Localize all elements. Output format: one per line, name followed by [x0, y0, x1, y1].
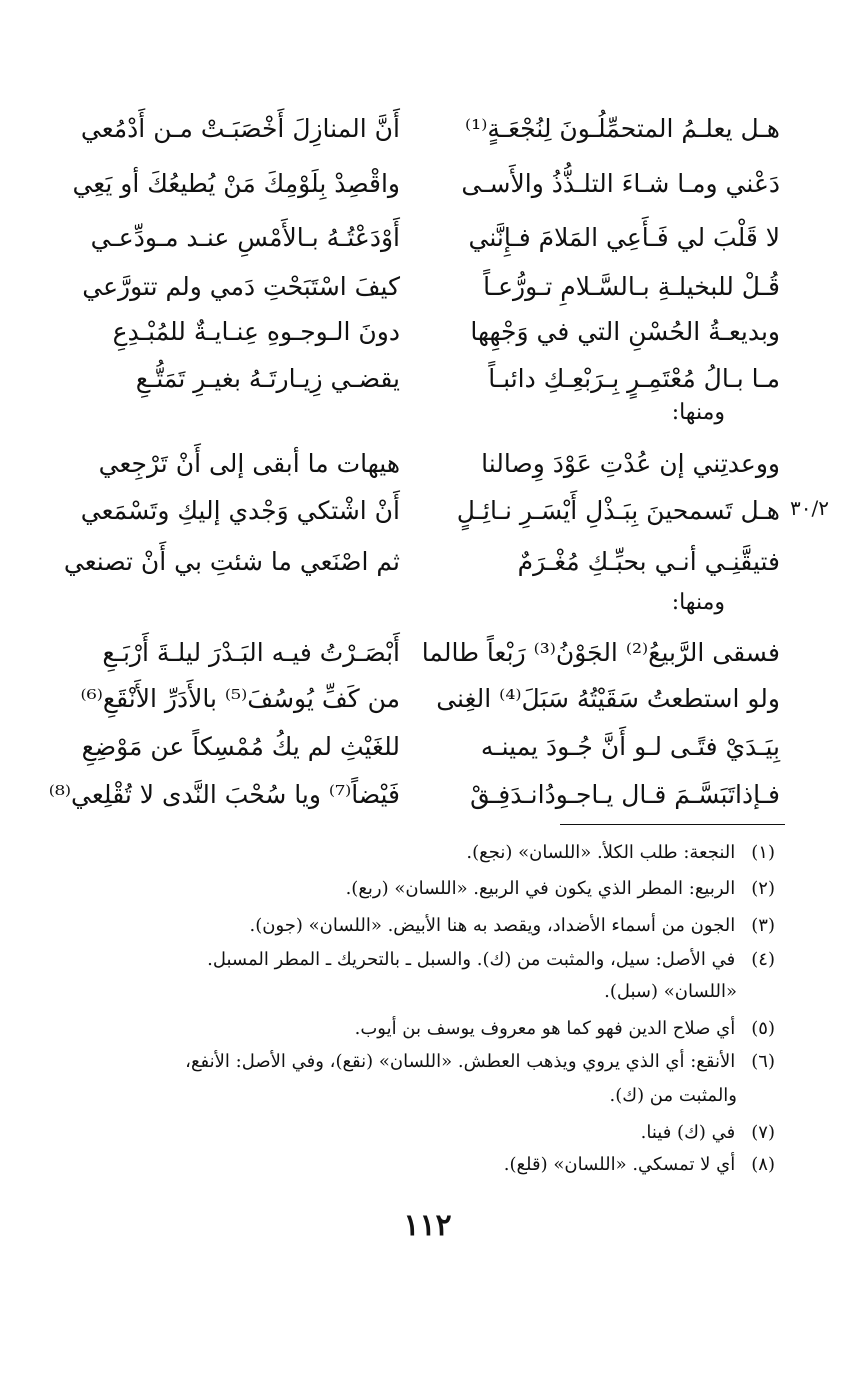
- footnote-text: الربيع: المطر الذي يكون في الربيع. «اللسان» (ربع).: [345, 878, 736, 899]
- verse-line: [60, 157, 780, 211]
- footnote-text: في الأصل: سيل، والمثبت من (ك). والسبل ـ بالتحريك ـ المطر المسبل.: [207, 949, 736, 970]
- verse-line: [48, 768, 780, 822]
- footnote-continuation: [55, 1081, 775, 1110]
- verse-first-hemistich: لا قَلْبَ لي فَـأَعِي المَلامَ فـإِنَّني: [468, 223, 780, 252]
- verse-line: [60, 211, 780, 265]
- verse-second-hemistich: أَوْدَعْتُـهُ بـالأَمْسِ عنـد مـودِّعـي: [90, 223, 400, 252]
- verse-first-hemistich: فـإذاتَبَسَّـمَ قـال يـاجـودُانـدَفِـقْ: [470, 780, 780, 809]
- footnote: [55, 874, 775, 903]
- margin-reference: ٣٠/٢: [790, 496, 829, 520]
- verse-first-hemistich: ولو استطعتُ سَقَيْتُهُ سَبَلَ⁽⁴⁾ الغِنى: [436, 684, 780, 713]
- verse-second-hemistich: أَبْصَـرْتُ فيـه البَـدْرَ ليلـةَ أَرْبَـعِ: [102, 638, 400, 667]
- verse-line: [60, 437, 780, 491]
- verse-second-hemistich: يقضـي زِيـارتَـهُ بغيـرِ تَمَتُّـعِ: [135, 364, 400, 393]
- verse-second-hemistich: فَيْضاً⁽⁷⁾ ويا سُحْبَ النَّدى لا تُقْلِعي⁽⁸⁾: [48, 780, 400, 809]
- footnote: [55, 1047, 775, 1076]
- verse-first-hemistich: فسقى الرَّبيعُ⁽²⁾ الجَوْنُ⁽³⁾ رَبْعاً طالما: [421, 638, 780, 667]
- verse-second-hemistich: واقْصِدْ بِلَوْمِكَ مَنْ يُطيعُكَ أو يَعِي: [72, 169, 400, 198]
- verse-line: [60, 102, 780, 156]
- verse-second-hemistich: هيهات ما أبقى إلى أَنْ تَرْجِعي: [98, 449, 400, 478]
- verse-line: [60, 535, 780, 589]
- footnote-continuation: [55, 977, 775, 1006]
- footnote: [55, 945, 775, 974]
- verse-second-hemistich: كيفَ اسْتَبَحْتِ دَمي ولم تتورَّعي: [82, 272, 400, 301]
- footnote-number: (٧): [751, 1122, 775, 1143]
- footnote: [55, 838, 775, 867]
- verse-second-hemistich: للغَيْثِ لم يكُ مُمْسِكاً عن مَوْضِعِ: [81, 732, 400, 761]
- verse-second-hemistich: دونَ الـوجـوهِ عِنـايـةٌ للمُبْـدِعِ: [112, 317, 400, 346]
- verse-second-hemistich: أَنْ اشْتكي وَجْدي إليكِ وتَسْمَعي: [80, 496, 400, 525]
- verse-line: [60, 305, 780, 359]
- footnote-number: (٢): [751, 878, 775, 899]
- verse-second-hemistich: من كَفِّ يُوسُفَ⁽⁵⁾ بالأَدَرِّ الأَنْقَعِ⁽⁶⁾: [80, 684, 400, 713]
- verse-first-hemistich: قُـلْ للبخيلـةِ بـالسَّـلامِ تـورُّعـاً: [483, 272, 780, 301]
- footnote-text: «اللسان» (سبل).: [604, 981, 737, 1002]
- section-label: ومنها:: [671, 400, 725, 425]
- footnote-text: الجون من أسماء الأضداد، ويقصد به هنا الأبيض. «اللسان» (جون).: [249, 915, 736, 936]
- footnote-text: والمثبت من (ك).: [609, 1085, 737, 1106]
- footnote-number: (٤): [751, 949, 775, 970]
- verse-line: [60, 672, 780, 726]
- footnote-number: (٥): [751, 1018, 775, 1039]
- footnote-text: الأنقع: أي الذي يروي ويذهب العطش. «اللسان» (نقع)، وفي الأصل: الأنفع،: [185, 1051, 736, 1072]
- verse-second-hemistich: ثم اصْنَعي ما شئتِ بي أَنْ تصنعي: [63, 547, 400, 576]
- verse-first-hemistich: بِيَـدَيْ فتًـى لـو أَنَّ جُـودَ يمينـه: [480, 732, 780, 761]
- footnote-text: النجعة: طلب الكلأ. «اللسان» (نجع).: [466, 842, 736, 863]
- footnote: [55, 911, 775, 940]
- verse-first-hemistich: هـل يعلـمُ المتحمِّلُـونَ لِنُجْعَـةٍ⁽¹⁾: [465, 114, 780, 143]
- verse-first-hemistich: فتيقَّنِـي أنـي بحبِّـكِ مُغْـرَمٌ: [517, 547, 780, 576]
- verse-line: [60, 484, 780, 538]
- page-number: ١١٢: [403, 1208, 452, 1243]
- footnote-separator: [560, 824, 785, 825]
- footnote-text: في (ك) فينا.: [640, 1122, 736, 1143]
- verse-line: [60, 352, 780, 406]
- footnote-text: أي صلاح الدين فهو كما هو معروف يوسف بن أيوب.: [354, 1018, 736, 1039]
- footnote-number: (٨): [751, 1154, 775, 1175]
- verse-first-hemistich: مـا بـالُ مُعْتَمِـرٍ بِـرَبْعِـكِ دائبـاً: [488, 364, 780, 393]
- verse-line: [60, 720, 780, 774]
- footnote: [55, 1150, 775, 1179]
- verse-second-hemistich: أَنَّ المنازِلَ أَخْصَبَـتْ مـن أَدْمُعي: [80, 114, 400, 143]
- footnote-number: (٦): [751, 1051, 775, 1072]
- verse-first-hemistich: ووعدتِني إن عُدْتِ عَوْدَ وِصالنا: [481, 449, 780, 478]
- footnote-text: أي لا تمسكي. «اللسان» (قلع).: [503, 1154, 736, 1175]
- footnote: [55, 1014, 775, 1043]
- footnote-number: (٣): [751, 915, 775, 936]
- verse-first-hemistich: وبديعـةُ الحُسْنِ التي في وَجْهِها: [470, 317, 780, 346]
- section-label: ومنها:: [671, 590, 725, 615]
- verse-first-hemistich: دَعْني ومـا شـاءَ التلـذُّذُ والأَسـى: [461, 169, 780, 198]
- footnote-number: (١): [751, 842, 775, 863]
- footnote: [55, 1118, 775, 1147]
- verse-first-hemistich: هـل تَسمحينَ بِبَـذْلِ أَيْسَـرِ نـائِـلٍ: [456, 496, 780, 525]
